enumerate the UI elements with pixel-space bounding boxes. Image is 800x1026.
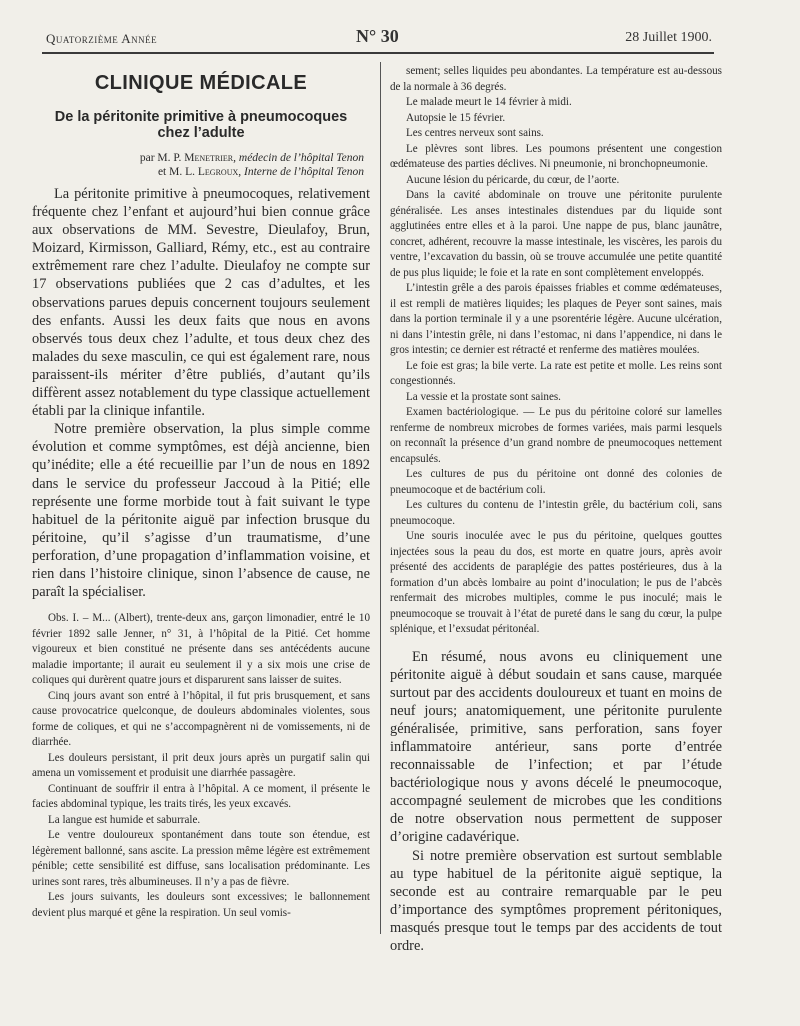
body-paragraph: Autopsie le 15 février. [406, 111, 506, 124]
body-paragraph: Cinq jours avant son entré à l’hôpital, il fut pris brusquement, et sans cause provocatrice quelconque, de douleurs abdominales violentes, sous forme de coliques, et qui ne s’accompagnèrent ni de vomissements, ni de diarrhée. [32, 689, 370, 749]
summary-paragraph: Si notre première observation est surtout semblable au type habituel de la péritonite aiguë septique, la seconde est au contraire remarquable par le peu d’importance des symptômes proprement péritoniques, masqués presque tout le temps par des accidents de tout ordre. [390, 847, 722, 954]
byline-author2 [32, 165, 364, 179]
right-column [390, 64, 722, 955]
body-paragraph: La langue est humide et saburrale. [48, 813, 201, 826]
byline-author1 [32, 151, 364, 165]
body-paragraph: Le malade meurt le 14 février à midi. [406, 96, 572, 108]
body-paragraph: Aucune lésion du péricarde, du cœur, de l’aorte. [406, 173, 620, 186]
body-paragraph: Examen bactériologique. — Le pus du péritoine coloré sur lamelles renferme de nombreux microbes de formes variées, mais parmi lesquels on reconnaît la présence d’un grand nombre de pneumocoques nettement encapsulés. [390, 406, 722, 465]
running-head [46, 26, 712, 48]
issue-number: N° 30 [356, 26, 399, 46]
body-paragraph: L’intestin grêle a des parois épaisses friables et comme œdémateuses, il est rempli de matières liquides; les plaques de Peyer sont saines, mais dans la portion terminale il y a une psorentérie légère. Aucune ulcération, ni dans l’intestin grêle, ni dans l’estomac, ni dans l’appendice, ni dans le gros intestin; ce dernier est rétracté et renferme des matières moulées. [390, 282, 722, 356]
body-paragraph: Continuant de souffrir il entra à l’hôpital. A ce moment, il présente le facies abdominal typique, les traits tirés, les yeux excavés. [32, 782, 370, 811]
body-paragraph: Les douleurs persistant, il prit deux jours après un purgatif salin qui amena un vomissement et produisit une diarrhée passagère. [32, 751, 370, 780]
body-paragraph: Le foie est gras; la bile verte. La rate est petite et molle. Les reins sont congestionnés. [390, 359, 722, 387]
body-paragraph: Les cultures de pus du péritoine ont donné des colonies de pneumocoque et de bactérium coli. [390, 468, 722, 496]
body-paragraph: Le ventre douloureux spontanément dans toute son étendue, est légèrement ballonné, sans ascite. La pression même légère est extrêmement pénible; cette sensibilité est diffuse, sans localisation prédominante. Les urines sont rares, très albumineuses. Il n’y a pas de fièvre. [32, 829, 370, 888]
body-paragraph: Les jours suivants, les douleurs sont excessives; le ballonnement devient plus marqué et gêne la respiration. Un seul vomis- [32, 891, 370, 919]
section-title: CLINIQUE MÉDICALE [94, 72, 308, 94]
left-column [32, 66, 370, 921]
author-role: , médecin de l’hôpital Tenon [233, 152, 364, 164]
body-paragraph: Le plèvres sont libres. Les poumons présentent une congestion œdémateuse des parties déclives. Ni pneumonie, ni bronchopneumonie. [390, 142, 722, 170]
issue-year: Quatorzième Année [46, 31, 158, 46]
observation-text [32, 611, 370, 921]
body-paragraph: La vessie et la prostate sont saines. [406, 390, 561, 403]
article-title [32, 109, 370, 141]
author-name: Menetrier [184, 152, 234, 164]
body-paragraph: Les centres nerveux sont sains. [406, 127, 544, 139]
issue-date: 28 Juillet 1900. [625, 30, 712, 45]
body-paragraph: sement; selles liquides peu abondantes. La température est au-dessous de la normale à 36 degrés. [390, 65, 722, 93]
header-rule [42, 52, 714, 54]
body-paragraph: Obs. I. – M... (Albert), trente-deux ans, garçon limonadier, entré le 10 février 1892 salle Jenner, n° 31, à l’hôpital de la Pitié. Cet homme vigoureux et bien constitué ne présente dans ses antécédents aucune maladie importante; il aurait eu seulement il y a six mois une crise de coliques qui durèrent quatre jours et disparurent sans laisser de suites. [32, 612, 370, 687]
autopsy-text [390, 64, 722, 638]
author-name: Legroux [197, 166, 239, 178]
byline [32, 151, 364, 179]
body-paragraph: Une souris inoculée avec le pus du péritoine, quelques gouttes injectées sous la peau du dos, est morte en quatre jours, après avoir présenté des accidents de paraplégie des pattes postérieures, dus à la formation d’un abcès lombaire au point d’inoculation; le pus de l’abcès renfermait des microbes multiples, comme le pus inoculé; mais le pneumocoque se trouvait à l’état de pureté dans le sang du cœur, la pulpe splénique, et l’exsudat péritonéal. [390, 530, 722, 635]
column-divider [380, 62, 381, 934]
byline-prefix: par M. P. [139, 152, 185, 164]
intro-paragraph: La péritonite primitive à pneumocoques, relativement fréquente chez l’enfant et aujourd’hui bien connue grâce aux observations de MM. Sevestre, Dieulafoy, Brun, Moizard, Kirmisson, Galliard, Rémy, etc., est au contraire extrêmement rare chez l’adulte. Dieulafoy ne compte sur 17 observations publiées que 2 cas d’adultes, et les observations parues depuis concernent toujours seulement des enfants. Aussi les deux faits que nous en avons observés tous deux chez l’adulte, et tous deux chez des malades du sexe masculin, ce qui est également rare, nous paraissent-ils mériter d’être publiés, d’autant qu’ils diffèrent assez notablement du type classique actuellement établi par la clinique infantile. [32, 186, 370, 420]
intro-paragraph: Notre première observation, la plus simple comme évolution et comme symptômes, est déjà ancienne, bien qu’inédite; elle a été recueillie par l’un de nous en 1892 dans le service du professeur Jaccoud à la Pitié; elle représente une forme morbide tout à fait suivant le type habituel de la péritonite aiguë par infection brusque du péritoine, qu’il s’agisse d’un traumatisme, d’une perforation, d’une propagation d’inflammation voisine, et rien dans l’histoire clinique, sinon l’absence de cause, ne paraît la spécialiser. [32, 421, 370, 601]
summary-paragraph: En résumé, nous avons eu cliniquement une péritonite aiguë à début soudain et sans cause, marquée surtout par des accidents douloureux et tuant en moins de neuf jours; anatomiquement, une péritonite purulente généralisée, primitive, sans perforation, sans foyer inflammatoire antérieur, sans porte d’entrée reconnaissable de l’infection; et par l’étude bactériologique nous y avons décelé le pneumocoque, accompagné seulement de microbes que les conditions de notre observation nous permettent de supposer d’origine cadavérique. [390, 648, 722, 846]
author-role: , Interne de l’hôpital Tenon [238, 166, 364, 178]
body-paragraph: Dans la cavité abdominale on trouve une péritonite purulente généralisée. Les anses intestinales distendues par du liquide sont agglutinées entre elles et à la paroi. Une nappe de pus, blanc jaunâtre, concret, adhérent, recouvre la masse intestinale, les viscères, les parois du ventre, l’excavation du bassin, où se trouve accumulée une petite quantité de pus plus liquide; le foie et la rate en sont complètement enveloppés. [390, 189, 722, 279]
body-paragraph: Les cultures du contenu de l’intestin grêle, du bactérium coli, sans pneumocoque. [390, 499, 722, 527]
byline-prefix: et M. L. [157, 166, 198, 178]
article-title-line2: chez l’adulte [157, 125, 245, 141]
article-title-line1: De la péritonite primitive à pneumocoques [54, 109, 348, 125]
